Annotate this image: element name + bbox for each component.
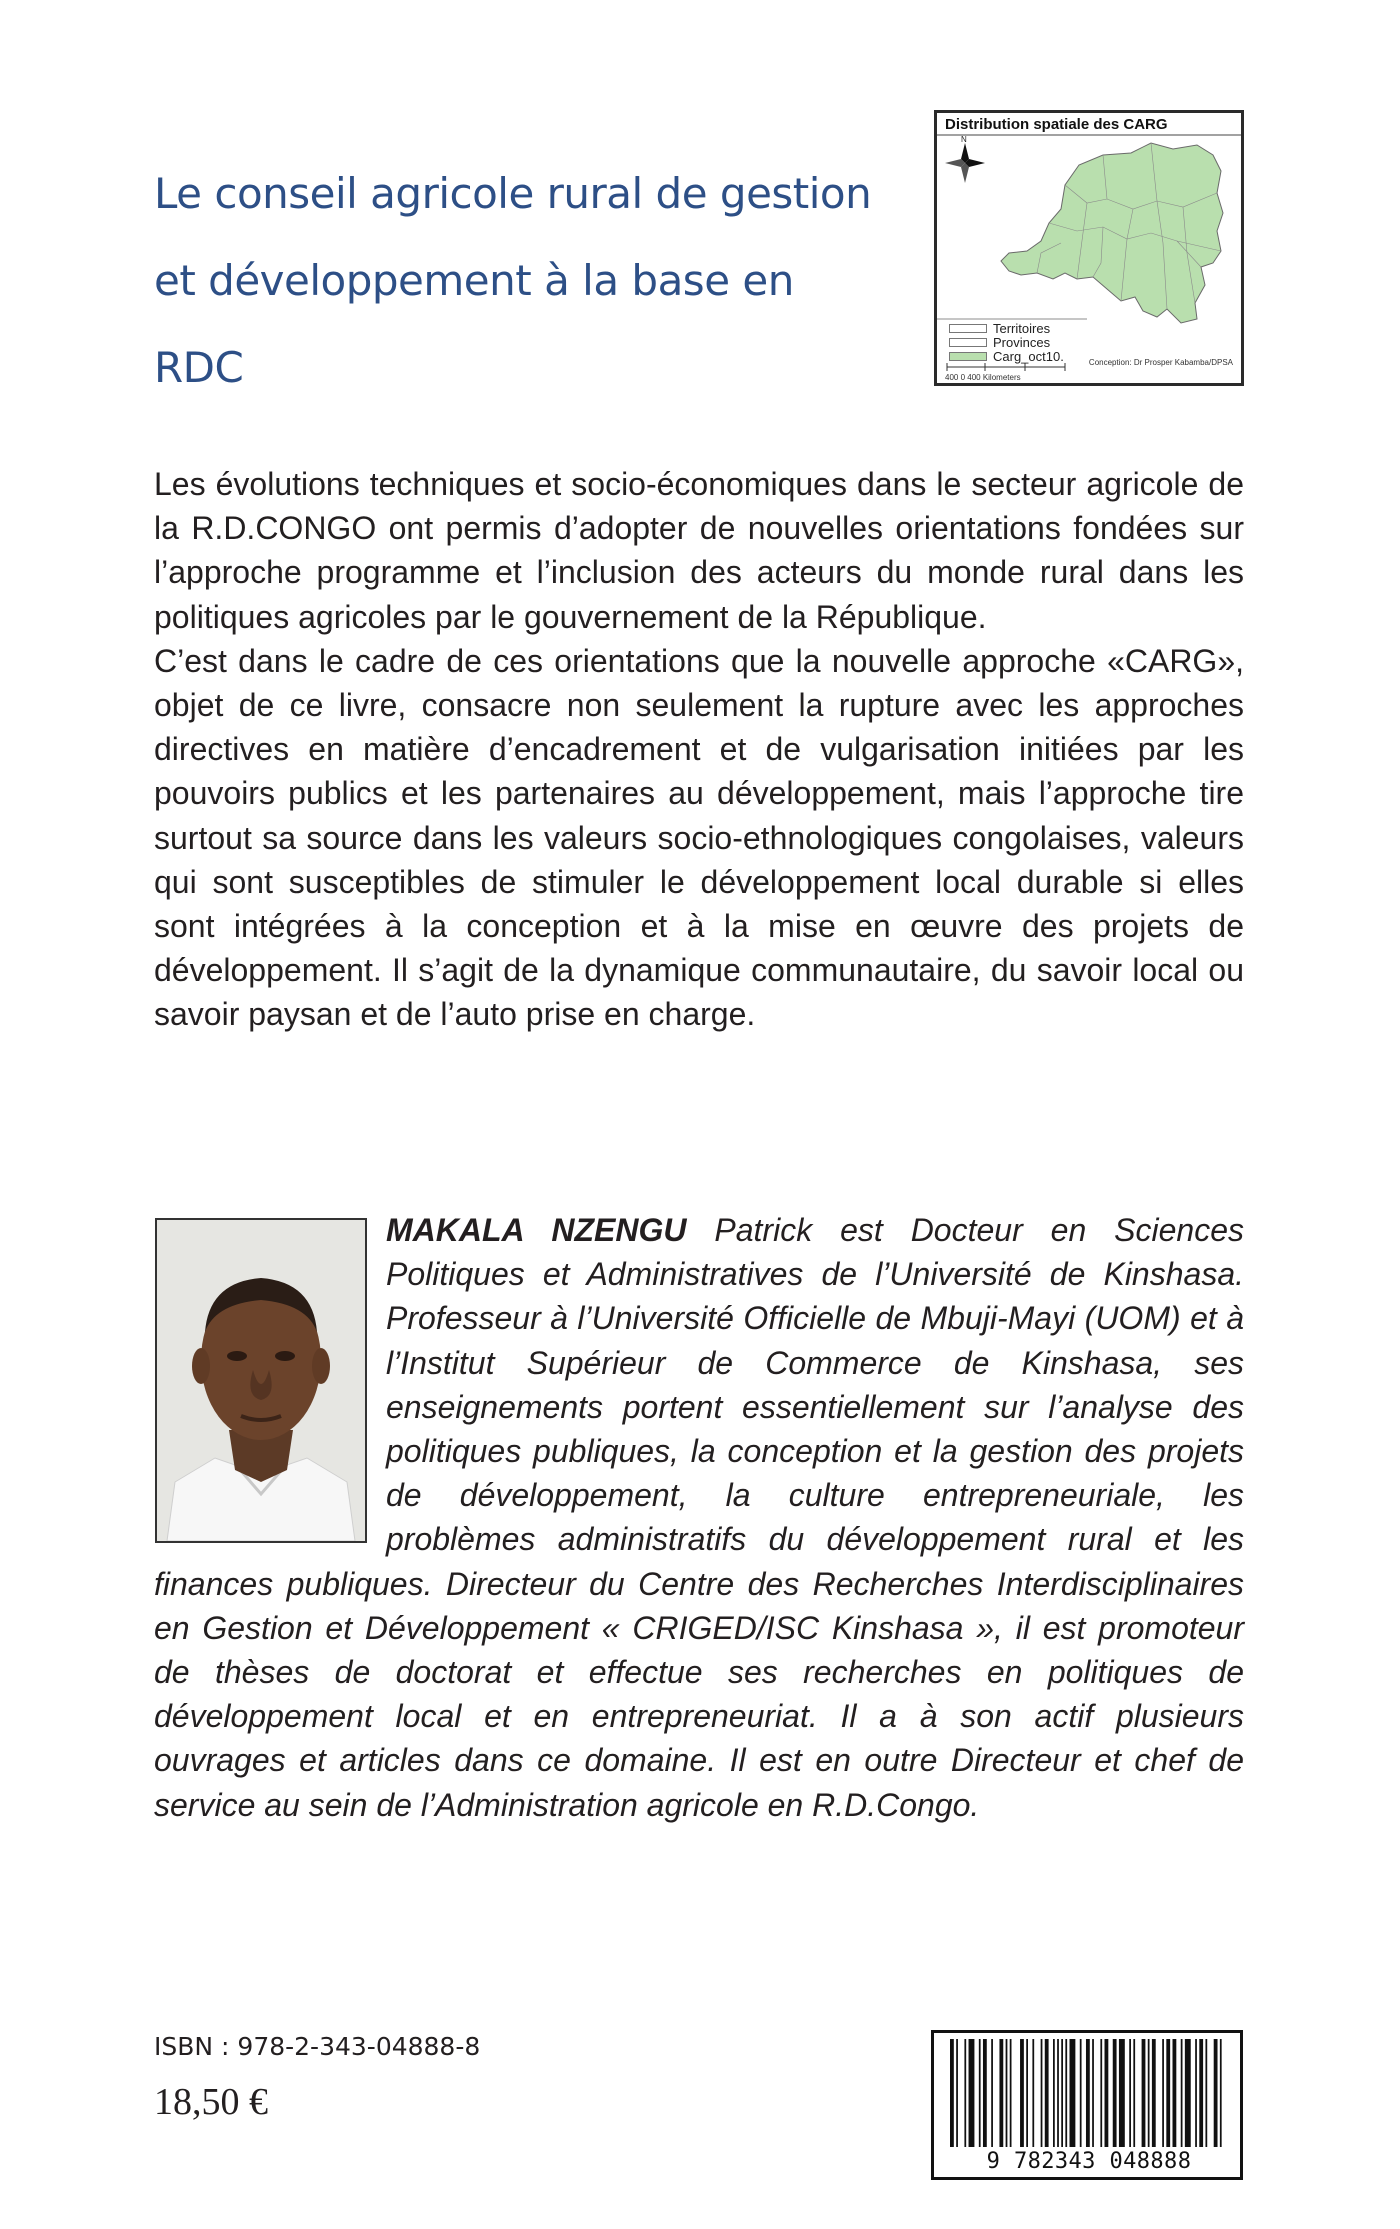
barcode-bar: [1006, 2039, 1008, 2147]
legend-swatch-provinces: [949, 338, 987, 347]
barcode-bar: [1041, 2039, 1043, 2147]
barcode-bar: [999, 2039, 1003, 2147]
barcode-bar: [1080, 2039, 1082, 2147]
barcode-bar: [1032, 2039, 1034, 2147]
author-bio-text: Patrick est Docteur en Sciences Politiques et Administratives de l’Université de Kinshasa. Professeur à l’Université Officielle de Mbuji-Mayi (UOM) et à l’Institut Supérieur de Commerce de Kinshasa, ses enseignements portent essentiellement sur l’analyse des politiques publiques, la conception et la gestion des projets de développement, la culture entrepreneuriale, les problèmes administratifs du développement rural et les finances publiques. Directeur du Centre des Recherches Interdisciplinaires en Gestion et Développement « CRIGED/ISC Kinshasa », il est promoteur de thèses de doctorat et effectue ses recherches en politiques de développement local et en entrepreneuriat. Il a à son actif plusieurs ouvrages et articles dans ce domaine. Il est en outre Directeur et chef de service au sein de l’Administration agricole en R.D.Congo.: [154, 1212, 1245, 1823]
barcode-bar: [1133, 2039, 1135, 2147]
barcode-bar: [1142, 2039, 1146, 2147]
barcode-bar: [1065, 2039, 1067, 2147]
barcode-bar: [1061, 2039, 1063, 2147]
north-label: N: [961, 135, 967, 144]
book-description: [154, 462, 1244, 1037]
barcode-bar: [1092, 2039, 1094, 2147]
north-arrow-icon: [945, 143, 985, 183]
barcode-bar: [1148, 2039, 1150, 2147]
barcode-bar: [1057, 2039, 1059, 2147]
barcode-bar: [1119, 2039, 1125, 2147]
barcode-bar: [1026, 2039, 1028, 2147]
map-title: Distribution spatiale des CARG: [945, 116, 1168, 133]
legend-provinces: Provinces: [949, 335, 1050, 350]
barcode-bar: [1195, 2039, 1197, 2147]
barcode-bar: [1069, 2039, 1075, 2147]
price: 18,50 €: [154, 2081, 268, 2123]
description-paragraph-1: Les évolutions techniques et socio-économiques dans le secteur agricole de la R.D.CONGO ont permis d’adopter de nouvelles orientations fondées sur l’approche programme et l’inclusion des acteurs du monde rural dans les politiques agricoles par le gouvernement de la République.: [154, 466, 1244, 635]
description-paragraph-2: C’est dans le cadre de ces orientations que la nouvelle approche «CARG», objet de ce livre, consacre non seulement la rupture avec les approches directives en matière d’encadrement et de vulgarisation initiées par les pouvoirs publics et les partenaires au développement, mais l’approche tire surtout sa source dans les valeurs socio-ethnologiques congolaises, valeurs qui sont susceptibles de stimuler le développement local durable si elles sont intégrées à la conception et à la mise en œuvre des projets de développement. Il s’agit de la dynamique communautaire, du savoir local ou savoir paysan et de l’auto prise en charge.: [154, 642, 1244, 1033]
title-line-2: et développement à la base en RDC: [154, 256, 794, 392]
legend-carg: Carg_oct10.: [949, 349, 1064, 364]
barcode-bar: [1205, 2039, 1207, 2147]
legend-swatch-territoires: [949, 324, 987, 333]
barcode-bar: [1045, 2039, 1049, 2147]
barcode-bar: [1020, 2039, 1024, 2147]
barcode-bar: [1086, 2039, 1090, 2147]
map-credit: Conception: Dr Prosper Kabamba/DPSA: [1088, 358, 1233, 367]
photo-spacer: [154, 1208, 386, 1546]
barcode-bar: [1181, 2039, 1183, 2147]
barcode-bar: [979, 2039, 981, 2147]
barcode-bar: [1199, 2039, 1203, 2147]
isbn: ISBN : 978-2-343-04888-8: [154, 2032, 481, 2061]
barcode-bar: [1129, 2039, 1131, 2147]
barcode-bar: [1220, 2039, 1222, 2147]
barcode-digits: 9 782343 048888: [942, 2149, 1236, 2175]
barcode-bar: [1173, 2039, 1177, 2147]
carg-distribution-map: [934, 110, 1244, 386]
legend-territoires: Territoires: [949, 321, 1050, 336]
barcode-bar: [1053, 2039, 1055, 2147]
book-title: [154, 150, 894, 411]
barcode-bar: [956, 2039, 958, 2147]
barcode-bar: [969, 2039, 975, 2147]
barcode-bar: [950, 2039, 954, 2147]
barcode-bar: [964, 2039, 966, 2147]
legend-swatch-carg: [949, 352, 987, 361]
author-biography: [154, 1208, 1244, 1827]
barcode-bar: [1162, 2039, 1164, 2147]
barcode-bar: [991, 2039, 993, 2147]
scale-labels: 400 0 400 Kilometers: [945, 373, 1021, 382]
barcode-bar: [1152, 2039, 1156, 2147]
isbn-barcode: [931, 2030, 1243, 2180]
barcode-bar: [1105, 2039, 1109, 2147]
author-name: MAKALA NZENGU: [386, 1212, 687, 1248]
congo-territory-map: [1001, 143, 1223, 323]
barcode-bar: [1113, 2039, 1117, 2147]
barcode-bar: [1185, 2039, 1191, 2147]
title-line-1: Le conseil agricole rural de gestion: [154, 169, 872, 218]
barcode-bar: [1100, 2039, 1102, 2147]
barcode-bar: [1214, 2039, 1218, 2147]
barcode-bar: [1010, 2039, 1012, 2147]
scale-bar: [947, 363, 1065, 371]
barcode-bar: [1166, 2039, 1170, 2147]
barcode-bar: [983, 2039, 987, 2147]
